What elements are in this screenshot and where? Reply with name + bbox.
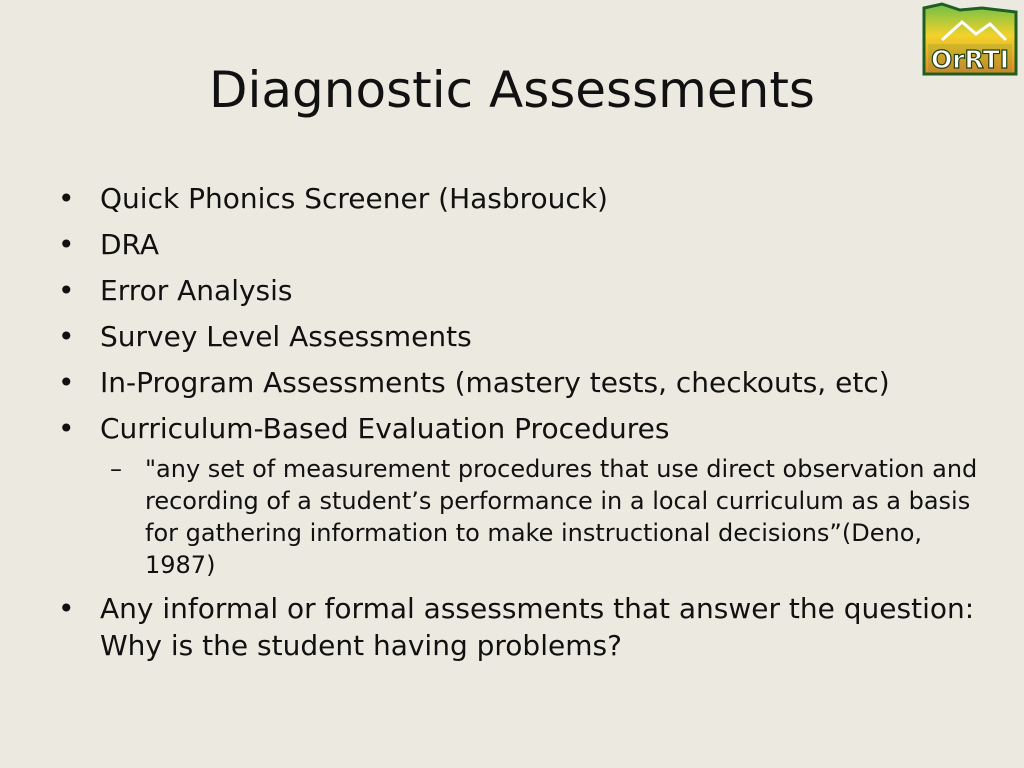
bullet-text: Survey Level Assessments (100, 320, 472, 353)
sub-bullet-list (100, 453, 978, 581)
list-item (58, 410, 978, 581)
bullet-text: In-Program Assessments (mastery tests, checkouts, etc) (100, 366, 890, 399)
list-item (58, 272, 978, 309)
bullet-text: DRA (100, 228, 160, 261)
list-item (58, 226, 978, 263)
bullet-icon: • (58, 182, 75, 215)
bullet-list (58, 180, 978, 664)
bullet-icon: • (58, 592, 75, 625)
bullet-icon: • (58, 412, 75, 445)
list-item (58, 364, 978, 401)
sub-bullet-text: "any set of measurement procedures that use direct observation and recording of a student’s performance in a local curriculum as a basis for gathering information to make instructional decisions”(Deno, 1987) (145, 455, 978, 579)
slide-content (58, 180, 978, 673)
bullet-text: Error Analysis (100, 274, 293, 307)
bullet-text: Curriculum-Based Evaluation Procedures (100, 412, 670, 445)
bullet-icon: • (58, 274, 75, 307)
logo-text: OrRTI (930, 45, 1010, 74)
list-item (58, 318, 978, 355)
dash-icon: – (110, 455, 122, 483)
bullet-icon: • (58, 366, 75, 399)
sub-list-item (100, 453, 978, 581)
bullet-icon: • (58, 228, 75, 261)
bullet-text: Quick Phonics Screener (Hasbrouck) (100, 182, 608, 215)
bullet-icon: • (58, 320, 75, 353)
list-item (58, 180, 978, 217)
bullet-text: Any informal or formal assessments that answer the question: Why is the student having problems? (100, 592, 975, 662)
list-item (58, 590, 978, 664)
slide-title: Diagnostic Assessments (209, 61, 815, 119)
